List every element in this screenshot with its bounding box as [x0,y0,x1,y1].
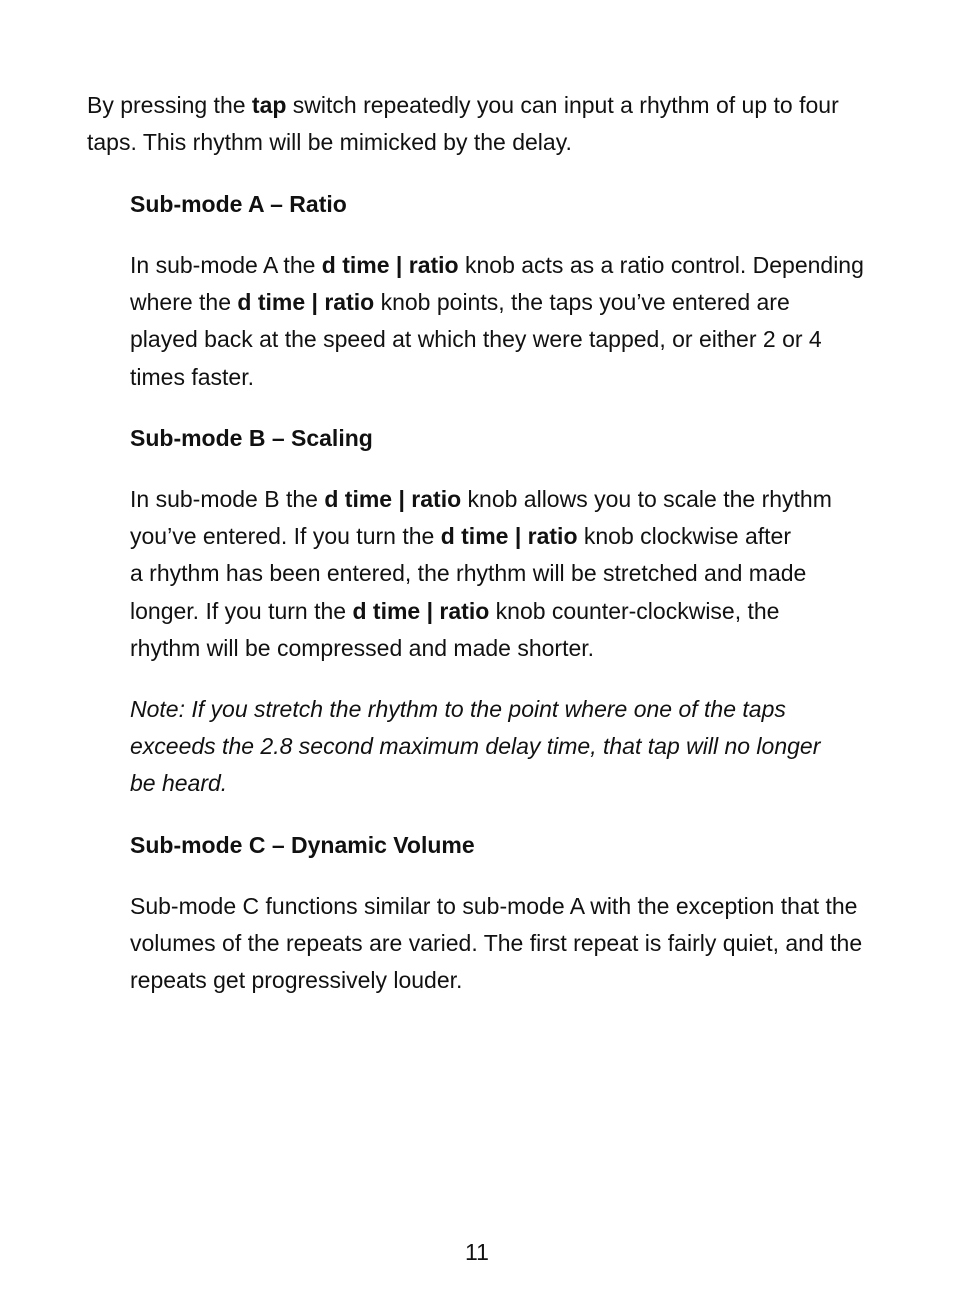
body-text: knob clockwise after [577,523,791,550]
note-line-3: be heard. [130,770,228,797]
submode-c-line-3: repeats get progressively louder. [130,967,463,994]
page-number: 11 [465,1239,489,1265]
submode-b-line-1 [130,481,930,518]
body-text: knob acts as a ratio control. Depending [458,252,864,278]
submode-c-paragraph [130,888,930,1000]
submode-a-line-2 [130,284,930,321]
body-text: you’ve entered. If you turn the [130,523,441,550]
submode-b-line-2 [130,518,930,555]
intro-text: switch repeatedly you can input a rhythm of up to four [286,92,839,118]
submode-c-line-1: Sub-mode C functions similar to sub-mode A with the exception that the [130,893,858,919]
body-text: longer. If you turn the [130,597,353,624]
knob-label: d time | ratio [324,486,462,512]
body-text: knob counter-clockwise, the [489,597,780,624]
delay-time-note [130,691,930,803]
knob-label: d time | ratio [352,597,490,624]
submode-a-line-3: played back at the speed at which they were tapped, or either 2 or 4 [130,326,822,353]
submode-c-heading: Sub-mode C – Dynamic Volume [130,832,475,858]
knob-label: d time | ratio [440,523,578,550]
body-text: knob points, the taps you’ve entered are [374,289,790,316]
knob-label: d time | ratio [321,252,459,278]
submode-b-line-4 [130,593,930,630]
submode-a-paragraph [130,247,930,396]
intro-line-2: taps. This rhythm will be mimicked by the delay. [87,129,572,156]
submode-a-line-1 [130,247,930,284]
note-line-1: Note: If you stretch the rhythm to the point where one of the taps [130,696,786,722]
body-text: In sub-mode B the [130,486,325,512]
body-text: knob allows you to scale the rhythm [461,486,832,512]
submode-b-line-5: rhythm will be compressed and made shorter. [130,634,595,661]
submode-c-line-2: volumes of the repeats are varied. The first repeat is fairly quiet, and the [130,930,863,957]
submode-b-paragraph [130,481,930,667]
body-text: In sub-mode A the [130,252,322,278]
submode-b-heading: Sub-mode B – Scaling [130,425,373,451]
submode-b-line-3: a rhythm has been entered, the rhythm will be stretched and made [130,560,807,587]
submode-a-heading: Sub-mode A – Ratio [130,191,347,217]
submode-a-line-4: times faster. [130,363,254,390]
intro-paragraph [87,87,917,161]
note-line-2: exceeds the 2.8 second maximum delay time, that tap will no longer [130,733,821,760]
intro-text: By pressing the [87,92,252,118]
knob-label: d time | ratio [237,289,375,316]
intro-line-1 [87,87,917,124]
tap-switch-label: tap [251,92,287,118]
body-text: where the [130,289,238,316]
